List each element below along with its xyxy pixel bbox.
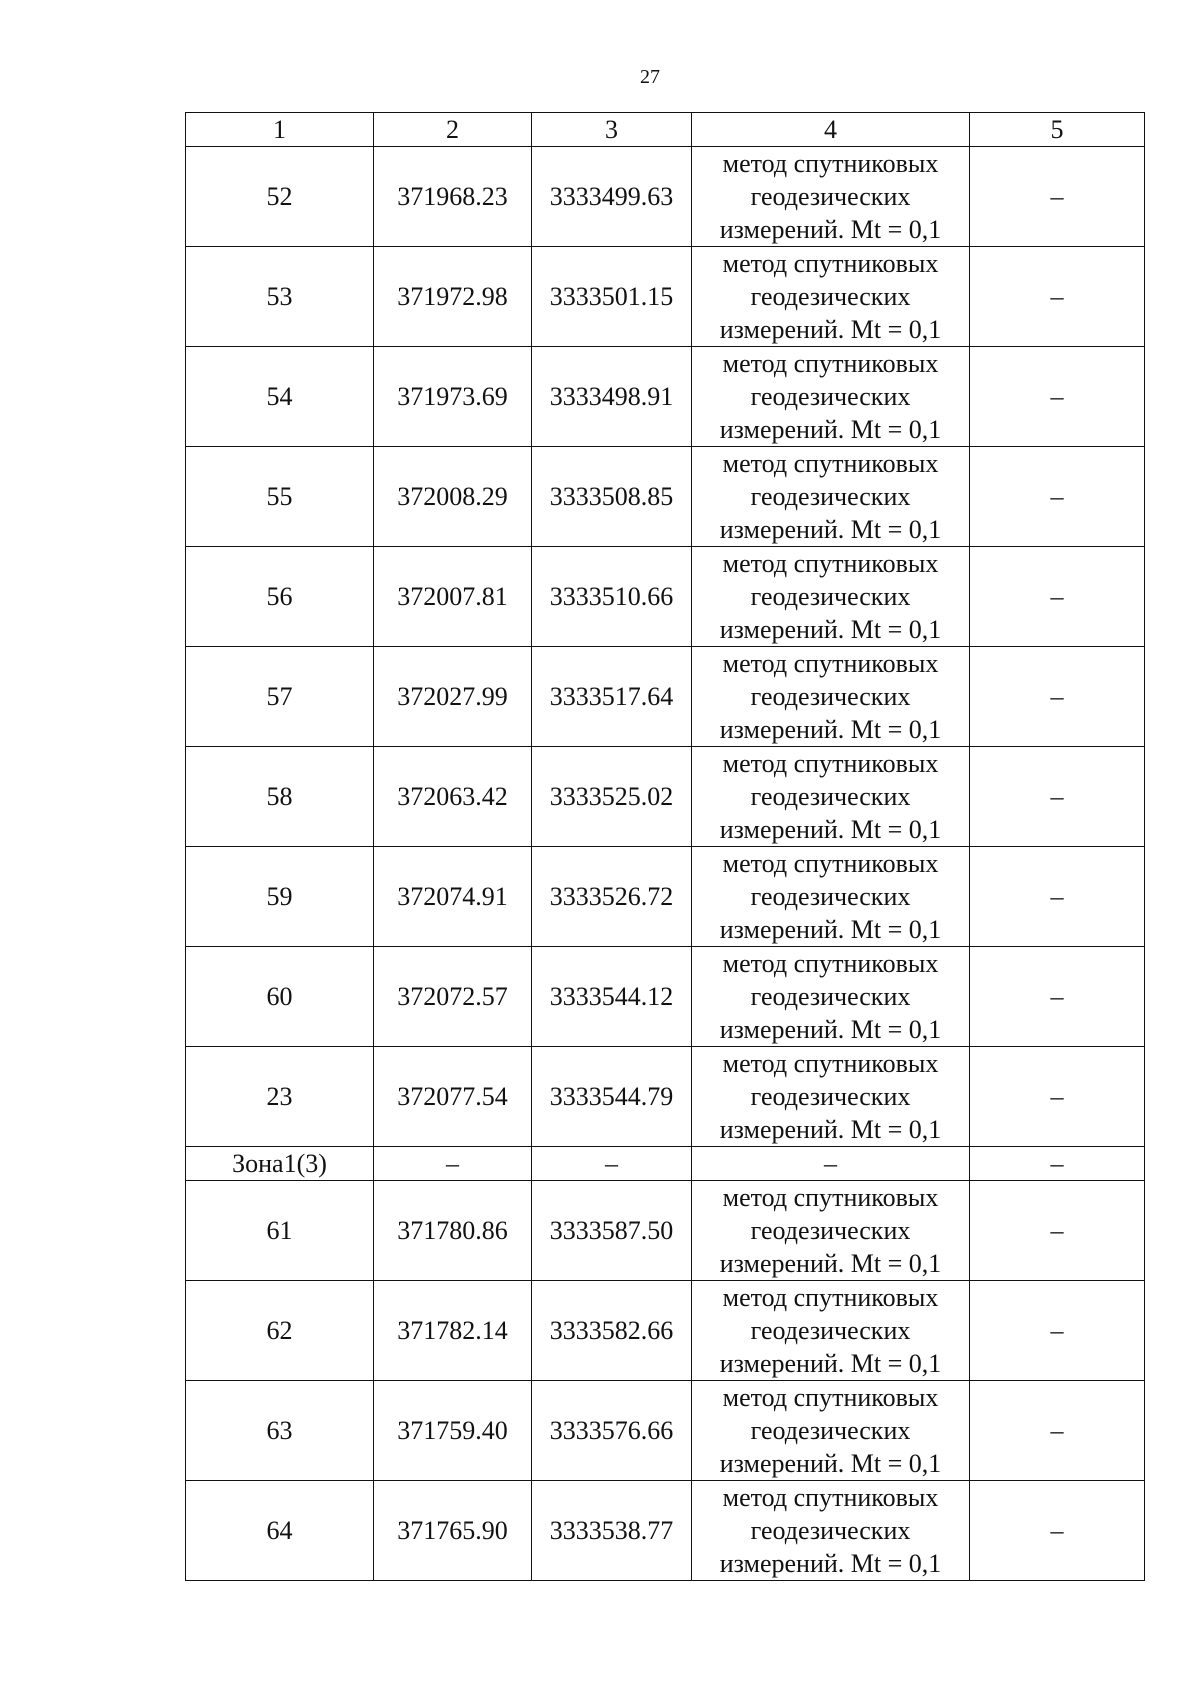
note-cell: – — [970, 947, 1145, 1047]
x-coordinate-cell: – — [374, 1147, 532, 1181]
x-coordinate-cell: 372007.81 — [374, 547, 532, 647]
table-row — [186, 147, 1145, 247]
point-number-cell: 53 — [186, 247, 374, 347]
method-cell: метод спутниковых геодезических измерений. Mt = 0,1 — [692, 347, 970, 447]
note-cell: – — [970, 747, 1145, 847]
table-row — [186, 1281, 1145, 1381]
method-cell: метод спутниковых геодезических измерений. Mt = 0,1 — [692, 1047, 970, 1147]
note-cell: – — [970, 147, 1145, 247]
y-coordinate-cell: – — [532, 1147, 692, 1181]
table-row — [186, 747, 1145, 847]
note-cell: – — [970, 447, 1145, 547]
y-coordinate-cell: 3333544.79 — [532, 1047, 692, 1147]
note-cell: – — [970, 247, 1145, 347]
point-number-cell: 57 — [186, 647, 374, 747]
header-col-3: 3 — [532, 113, 692, 147]
method-cell: метод спутниковых геодезических измерений. Mt = 0,1 — [692, 447, 970, 547]
note-cell: – — [970, 1047, 1145, 1147]
y-coordinate-cell: 3333508.85 — [532, 447, 692, 547]
x-coordinate-cell: 371765.90 — [374, 1481, 532, 1581]
point-number-cell: 58 — [186, 747, 374, 847]
y-coordinate-cell: 3333499.63 — [532, 147, 692, 247]
note-cell: – — [970, 847, 1145, 947]
note-cell: – — [970, 347, 1145, 447]
point-number-cell: 23 — [186, 1047, 374, 1147]
method-cell: метод спутниковых геодезических измерений. Mt = 0,1 — [692, 247, 970, 347]
note-cell: – — [970, 647, 1145, 747]
method-cell: метод спутниковых геодезических измерений. Mt = 0,1 — [692, 647, 970, 747]
x-coordinate-cell: 372008.29 — [374, 447, 532, 547]
note-cell: – — [970, 1147, 1145, 1181]
table-row — [186, 647, 1145, 747]
table-row — [186, 1047, 1145, 1147]
method-cell: метод спутниковых геодезических измерений. Mt = 0,1 — [692, 847, 970, 947]
method-cell: метод спутниковых геодезических измерений. Mt = 0,1 — [692, 1381, 970, 1481]
y-coordinate-cell: 3333544.12 — [532, 947, 692, 1047]
point-number-cell: 61 — [186, 1181, 374, 1281]
y-coordinate-cell: 3333576.66 — [532, 1381, 692, 1481]
x-coordinate-cell: 372072.57 — [374, 947, 532, 1047]
point-number-cell: 59 — [186, 847, 374, 947]
method-cell: метод спутниковых геодезических измерений. Mt = 0,1 — [692, 1281, 970, 1381]
note-cell: – — [970, 1181, 1145, 1281]
table-row — [186, 547, 1145, 647]
note-cell: – — [970, 1481, 1145, 1581]
table-row — [186, 1481, 1145, 1581]
point-number-cell: 63 — [186, 1381, 374, 1481]
method-cell: метод спутниковых геодезических измерений. Mt = 0,1 — [692, 1481, 970, 1581]
table-row — [186, 347, 1145, 447]
coordinates-table — [185, 112, 1145, 1581]
header-row — [186, 113, 1145, 147]
x-coordinate-cell: 371759.40 — [374, 1381, 532, 1481]
y-coordinate-cell: 3333526.72 — [532, 847, 692, 947]
method-cell: метод спутниковых геодезических измерений. Mt = 0,1 — [692, 147, 970, 247]
x-coordinate-cell: 372027.99 — [374, 647, 532, 747]
y-coordinate-cell: 3333538.77 — [532, 1481, 692, 1581]
point-number-cell: 55 — [186, 447, 374, 547]
y-coordinate-cell: 3333498.91 — [532, 347, 692, 447]
point-number-cell: Зона1(3) — [186, 1147, 374, 1181]
table-row — [186, 847, 1145, 947]
y-coordinate-cell: 3333501.15 — [532, 247, 692, 347]
y-coordinate-cell: 3333510.66 — [532, 547, 692, 647]
y-coordinate-cell: 3333517.64 — [532, 647, 692, 747]
y-coordinate-cell: 3333582.66 — [532, 1281, 692, 1381]
method-cell: метод спутниковых геодезических измерений. Mt = 0,1 — [692, 547, 970, 647]
table-row — [186, 1181, 1145, 1281]
point-number-cell: 52 — [186, 147, 374, 247]
table-row — [186, 447, 1145, 547]
method-cell: метод спутниковых геодезических измерений. Mt = 0,1 — [692, 1181, 970, 1281]
x-coordinate-cell: 371782.14 — [374, 1281, 532, 1381]
header-col-4: 4 — [692, 113, 970, 147]
point-number-cell: 64 — [186, 1481, 374, 1581]
point-number-cell: 62 — [186, 1281, 374, 1381]
y-coordinate-cell: 3333587.50 — [532, 1181, 692, 1281]
method-cell: метод спутниковых геодезических измерений. Mt = 0,1 — [692, 947, 970, 1047]
header-col-5: 5 — [970, 113, 1145, 147]
table-row — [186, 947, 1145, 1047]
point-number-cell: 56 — [186, 547, 374, 647]
x-coordinate-cell: 372063.42 — [374, 747, 532, 847]
x-coordinate-cell: 372077.54 — [374, 1047, 532, 1147]
header-col-1: 1 — [186, 113, 374, 147]
x-coordinate-cell: 371780.86 — [374, 1181, 532, 1281]
table-body — [186, 147, 1145, 1581]
method-cell: – — [692, 1147, 970, 1181]
note-cell: – — [970, 1381, 1145, 1481]
x-coordinate-cell: 372074.91 — [374, 847, 532, 947]
y-coordinate-cell: 3333525.02 — [532, 747, 692, 847]
zone-row — [186, 1147, 1145, 1181]
page-number: 27 — [640, 66, 660, 88]
point-number-cell: 54 — [186, 347, 374, 447]
method-cell: метод спутниковых геодезических измерений. Mt = 0,1 — [692, 747, 970, 847]
x-coordinate-cell: 371973.69 — [374, 347, 532, 447]
table-row — [186, 1381, 1145, 1481]
note-cell: – — [970, 1281, 1145, 1381]
note-cell: – — [970, 547, 1145, 647]
point-number-cell: 60 — [186, 947, 374, 1047]
x-coordinate-cell: 371968.23 — [374, 147, 532, 247]
x-coordinate-cell: 371972.98 — [374, 247, 532, 347]
table-row — [186, 247, 1145, 347]
header-col-2: 2 — [374, 113, 532, 147]
